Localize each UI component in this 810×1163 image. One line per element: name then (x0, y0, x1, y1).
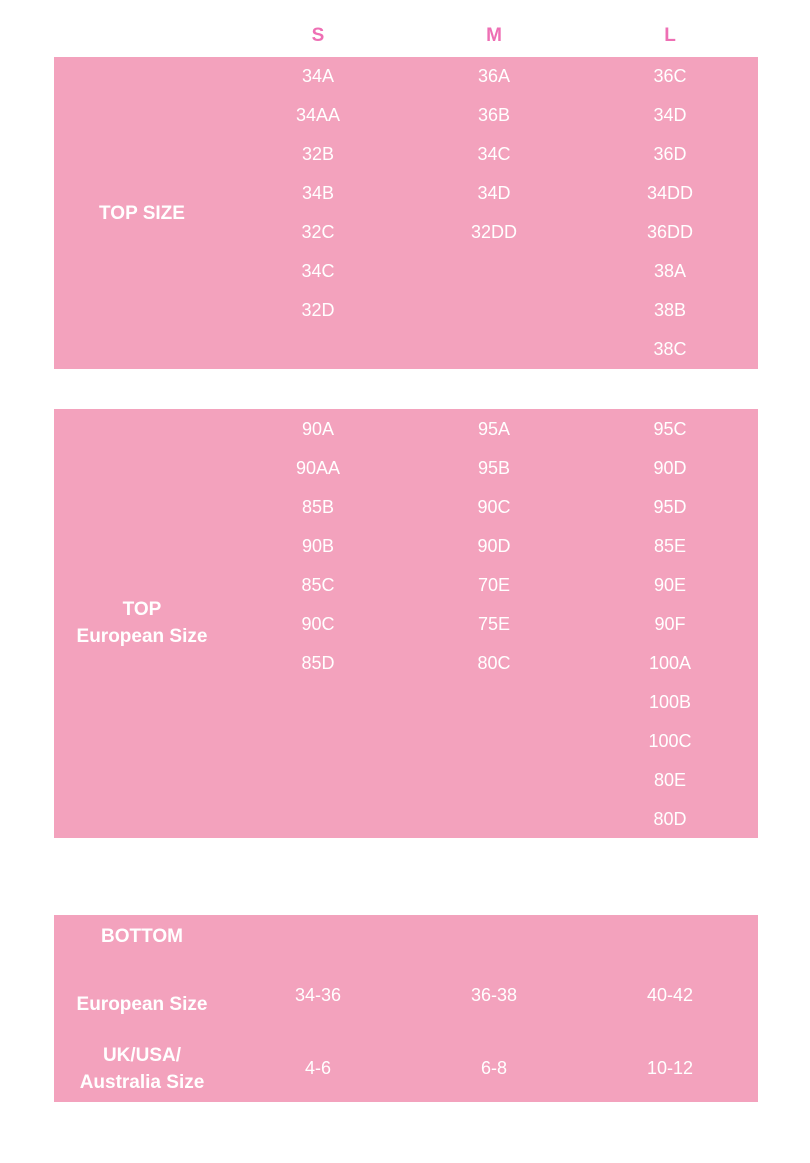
top-size-panel (54, 57, 758, 369)
bottom-uk-label-line: Australia Size (79, 1072, 205, 1093)
size-cell: 90B (301, 536, 335, 556)
size-cell: 32C (301, 222, 335, 242)
column-header-m: M (486, 25, 502, 46)
top-european-col-m (444, 410, 544, 683)
top-european-label-line: European Size (76, 626, 208, 647)
size-cell: 95D (653, 497, 687, 517)
size-cell: 90D (477, 536, 511, 556)
top-european-label (54, 596, 230, 650)
bottom-uk-value-s: 4-6 (304, 1058, 331, 1078)
size-cell: 95C (653, 419, 687, 439)
bottom-european-value-m: 36-38 (470, 985, 518, 1005)
bottom-panel (54, 915, 758, 1102)
size-cell: 36B (477, 105, 511, 125)
size-cell: 75E (477, 614, 511, 634)
size-cell: 34DD (646, 183, 694, 203)
size-cell: 36DD (646, 222, 694, 242)
size-cell: 70E (477, 575, 511, 595)
top-size-col-s (268, 57, 368, 330)
bottom-uk-label-line: UK/USA/ (102, 1045, 182, 1066)
size-cell: 85C (301, 575, 335, 595)
size-cell: 85B (301, 497, 335, 517)
size-cell: 90C (301, 614, 335, 634)
top-european-col-s (268, 410, 368, 683)
size-cell: 85E (653, 536, 687, 556)
size-cell: 34D (653, 105, 687, 125)
size-cell: 38C (653, 339, 687, 359)
size-cell: 100C (648, 731, 692, 751)
top-size-label: TOP SIZE (99, 203, 185, 224)
bottom-european-value-s: 34-36 (294, 985, 342, 1005)
size-cell: 38A (653, 261, 687, 281)
size-cell: 36D (653, 144, 687, 164)
top-european-panel (54, 409, 758, 838)
bottom-european-value-l: 40-42 (646, 985, 694, 1005)
top-size-col-m (444, 57, 544, 252)
bottom-uk-value-l: 10-12 (646, 1058, 694, 1078)
size-cell: 34AA (295, 105, 341, 125)
size-cell: 95B (477, 458, 511, 478)
size-cell: 36A (477, 66, 511, 86)
size-cell: 90A (301, 419, 335, 439)
size-cell: 90AA (295, 458, 341, 478)
size-cell: 32D (301, 300, 335, 320)
size-cell: 90E (653, 575, 687, 595)
size-cell: 80C (477, 653, 511, 673)
size-cell: 90D (653, 458, 687, 478)
size-cell: 90F (654, 614, 686, 634)
size-cell: 34C (477, 144, 511, 164)
bottom-european-label: European Size (76, 994, 208, 1015)
top-size-col-l (620, 57, 720, 369)
size-cell: 80E (653, 770, 687, 790)
column-header-s: S (311, 25, 325, 46)
bottom-title: BOTTOM (101, 926, 183, 947)
size-cell: 100B (648, 692, 692, 712)
size-cell: 36C (653, 66, 687, 86)
bottom-uk-value-m: 6-8 (480, 1058, 507, 1078)
size-cell: 32DD (470, 222, 518, 242)
size-cell: 34D (477, 183, 511, 203)
bottom-uk-label (54, 1042, 230, 1096)
top-european-label-line: TOP (122, 599, 162, 620)
size-cell: 85D (301, 653, 335, 673)
size-cell: 100A (648, 653, 692, 673)
top-european-col-l (620, 410, 720, 839)
size-cell: 34B (301, 183, 335, 203)
size-cell: 80D (653, 809, 687, 829)
size-cell: 32B (301, 144, 335, 164)
column-header-l: L (664, 25, 676, 46)
size-cell: 34A (301, 66, 335, 86)
size-cell: 34C (301, 261, 335, 281)
size-cell: 90C (477, 497, 511, 517)
size-cell: 38B (653, 300, 687, 320)
size-cell: 95A (477, 419, 511, 439)
